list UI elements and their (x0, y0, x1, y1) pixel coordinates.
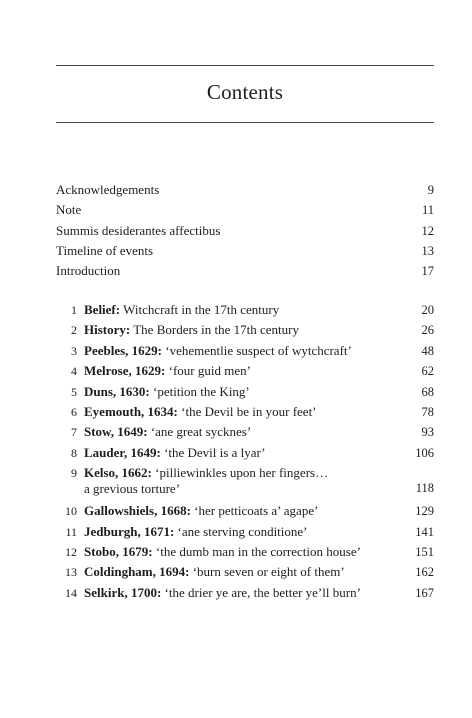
chapter-title (84, 302, 394, 318)
chapter-number: 9 (71, 466, 77, 481)
chapter-place: History: (84, 322, 131, 338)
chapter-entry[interactable] (56, 300, 434, 320)
toc-entry-page: 17 (421, 264, 434, 279)
chapter-place: Duns, 1630: (84, 383, 150, 399)
chapter-title (84, 404, 394, 420)
chapter-place: Lauder, 1649: (84, 444, 161, 460)
chapter-title (84, 445, 394, 461)
chapter-subtitle: The Borders in the 17th century (133, 322, 299, 338)
page-title: Contents (206, 80, 284, 104)
chapter-entry[interactable] (56, 382, 434, 402)
toc-entry[interactable] (56, 241, 434, 261)
toc-entry-label: Summis desiderantes affectibus (56, 222, 221, 238)
chapter-title (84, 322, 394, 338)
chapter-subtitle: Witchcraft in the 17th century (123, 302, 280, 317)
chapter-page: 26 (421, 323, 434, 338)
chapter-number: 7 (71, 425, 77, 440)
chapter-subtitle: ‘ane sterving conditione’ (177, 523, 308, 539)
chapter-title (84, 465, 394, 497)
chapter-page: 68 (421, 384, 434, 399)
chapter-number: 1 (71, 303, 77, 317)
chapter-title (84, 343, 394, 359)
chapter-subtitle-continued: a grevious torture’ (84, 481, 181, 497)
toc-entry-label: Timeline of events (56, 242, 154, 258)
chapter-title (84, 564, 394, 580)
chapter-list (56, 300, 434, 603)
chapter-entry[interactable] (56, 522, 434, 542)
chapter-number: 5 (71, 384, 77, 399)
chapter-place: Peebles, 1629: (84, 342, 162, 358)
chapter-entry[interactable] (56, 320, 434, 340)
chapter-place: Coldingham, 1694: (84, 564, 190, 580)
chapter-subtitle: ‘pilliewinkles upon her fingers… (155, 465, 329, 481)
toc-entry-page: 11 (421, 203, 434, 218)
chapter-subtitle: ‘ane great sycknes’ (150, 424, 252, 440)
chapter-entry[interactable] (56, 463, 434, 501)
chapter-page: 48 (421, 343, 434, 358)
chapter-title (84, 363, 394, 379)
chapter-subtitle: ‘petition the King’ (153, 383, 250, 399)
chapter-place: Stobo, 1679: (84, 543, 153, 559)
chapter-entry[interactable] (56, 583, 434, 603)
chapter-number: 11 (65, 524, 77, 539)
chapter-entry[interactable] (56, 501, 434, 521)
chapter-page: 118 (415, 481, 434, 496)
chapter-page: 129 (415, 504, 434, 519)
chapter-page: 20 (421, 303, 434, 317)
chapter-page: 151 (415, 544, 434, 559)
chapter-entry[interactable] (56, 422, 434, 442)
toc-entry[interactable] (56, 180, 434, 200)
chapter-number: 10 (65, 504, 77, 519)
chapter-number: 8 (71, 445, 77, 460)
chapter-entry[interactable] (56, 562, 434, 582)
chapter-entry[interactable] (56, 361, 434, 381)
toc-entry[interactable] (56, 221, 434, 241)
chapter-subtitle: ‘four guid men’ (168, 363, 251, 379)
chapter-subtitle: ‘vehementlie suspect of wytchcraft’ (165, 342, 352, 358)
chapter-number: 6 (71, 404, 77, 419)
chapter-entry[interactable] (56, 341, 434, 361)
chapter-number: 4 (71, 364, 77, 379)
chapter-page: 106 (415, 445, 434, 460)
chapter-place: Gallowshiels, 1668: (84, 503, 191, 519)
chapter-page: 162 (415, 565, 434, 580)
chapter-place: Kelso, 1662: (84, 465, 152, 481)
chapter-number: 2 (71, 323, 77, 338)
toc-entry-label: Note (56, 202, 82, 218)
chapter-title (84, 585, 394, 601)
chapter-place: Eyemouth, 1634: (84, 403, 178, 419)
chapter-place: Melrose, 1629: (84, 363, 166, 379)
chapter-subtitle: ‘the dumb man in the correction house’ (155, 543, 361, 559)
chapter-title (84, 424, 394, 440)
toc-entry-page: 12 (421, 223, 434, 238)
chapter-title (84, 544, 394, 560)
chapter-page: 141 (415, 524, 434, 539)
chapter-place: Stow, 1649: (84, 424, 148, 440)
chapter-page: 62 (421, 364, 434, 379)
chapter-subtitle: ‘the Devil be in your feet’ (181, 403, 317, 419)
bottom-rule (56, 122, 434, 123)
chapter-page: 78 (421, 404, 434, 419)
chapter-place: Jedburgh, 1671: (84, 523, 175, 539)
front-matter-list (56, 180, 434, 281)
chapter-subtitle: ‘her petticoats a’ agape’ (194, 503, 319, 519)
toc-entry[interactable] (56, 261, 434, 281)
toc-entry-page: 13 (421, 243, 434, 258)
toc-entry-page: 9 (427, 183, 434, 197)
chapter-title (84, 503, 394, 519)
toc-entry-label: Acknowledgements (56, 182, 160, 197)
toc-entry-label: Introduction (56, 263, 121, 279)
chapter-page: 167 (415, 585, 434, 600)
chapter-page: 93 (421, 425, 434, 440)
chapter-place: Selkirk, 1700: (84, 584, 162, 600)
top-rule (56, 65, 434, 66)
chapter-place: Belief: (84, 302, 121, 317)
chapter-subtitle: ‘the drier ye are, the better ye’ll burn’ (164, 584, 361, 600)
chapter-title (84, 384, 394, 400)
chapter-entry[interactable] (56, 542, 434, 562)
chapter-title (84, 524, 394, 540)
chapter-number: 14 (65, 585, 77, 600)
chapter-entry[interactable] (56, 402, 434, 422)
chapter-number: 12 (65, 544, 77, 559)
chapter-number: 13 (65, 565, 77, 580)
chapter-subtitle: ‘burn seven or eight of them’ (192, 564, 345, 580)
chapter-number: 3 (71, 343, 77, 358)
chapter-entry[interactable] (56, 443, 434, 463)
toc-entry[interactable] (56, 200, 434, 220)
chapter-subtitle: ‘the Devil is a lyar’ (164, 444, 266, 460)
